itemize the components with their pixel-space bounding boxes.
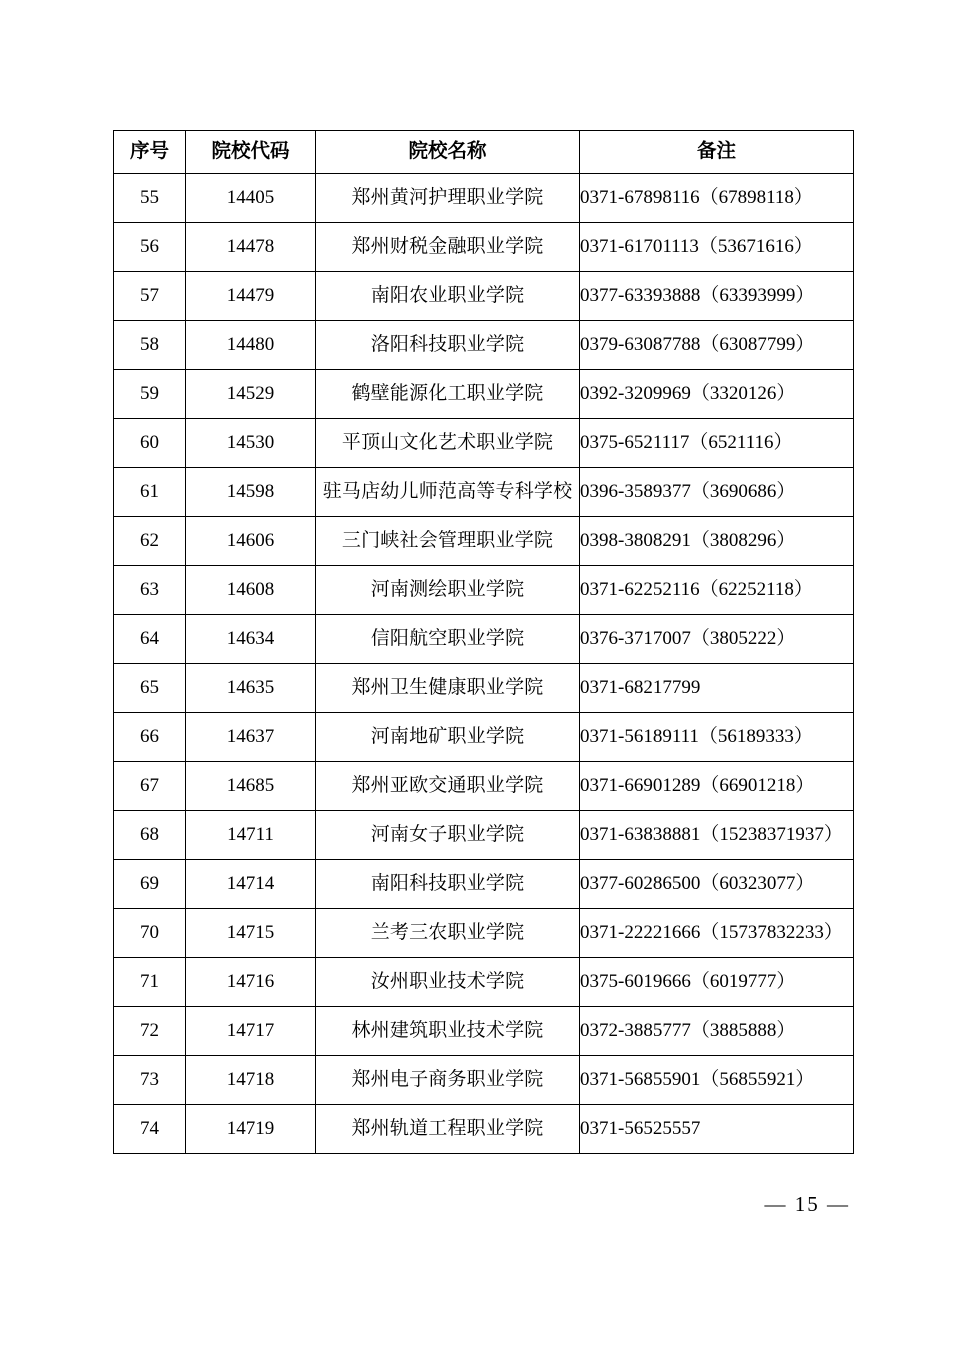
cell-index: 65 — [114, 664, 186, 713]
cell-name: 汝州职业技术学院 — [316, 958, 580, 1007]
cell-note: 0392-3209969（3320126） — [580, 370, 854, 419]
cell-name: 鹤壁能源化工职业学院 — [316, 370, 580, 419]
table-row — [114, 223, 854, 272]
cell-name: 南阳农业职业学院 — [316, 272, 580, 321]
cell-index: 74 — [114, 1105, 186, 1154]
table-row — [114, 615, 854, 664]
cell-name: 郑州轨道工程职业学院 — [316, 1105, 580, 1154]
cell-index: 69 — [114, 860, 186, 909]
cell-code: 14685 — [186, 762, 316, 811]
cell-code: 14529 — [186, 370, 316, 419]
table-row — [114, 713, 854, 762]
cell-name: 南阳科技职业学院 — [316, 860, 580, 909]
cell-note: 0371-67898116（67898118） — [580, 174, 854, 223]
cell-note: 0371-56855901（56855921） — [580, 1056, 854, 1105]
table-row — [114, 174, 854, 223]
column-header-index: 序号 — [114, 131, 186, 174]
cell-index: 58 — [114, 321, 186, 370]
table-row — [114, 1007, 854, 1056]
cell-index: 71 — [114, 958, 186, 1007]
cell-name: 郑州电子商务职业学院 — [316, 1056, 580, 1105]
cell-code: 14598 — [186, 468, 316, 517]
cell-note: 0372-3885777（3885888） — [580, 1007, 854, 1056]
cell-name: 驻马店幼儿师范高等专科学校 — [316, 468, 580, 517]
cell-note: 0396-3589377（3690686） — [580, 468, 854, 517]
table-row — [114, 762, 854, 811]
cell-name: 兰考三农职业学院 — [316, 909, 580, 958]
cell-note: 0376-3717007（3805222） — [580, 615, 854, 664]
cell-note: 0371-63838881（15238371937） — [580, 811, 854, 860]
cell-name: 郑州亚欧交通职业学院 — [316, 762, 580, 811]
cell-note: 0371-62252116（62252118） — [580, 566, 854, 615]
cell-note: 0371-56525557 — [580, 1105, 854, 1154]
cell-note: 0371-68217799 — [580, 664, 854, 713]
page-number: — 15 — — [764, 1192, 850, 1216]
cell-index: 67 — [114, 762, 186, 811]
cell-code: 14608 — [186, 566, 316, 615]
cell-name: 三门峡社会管理职业学院 — [316, 517, 580, 566]
cell-index: 70 — [114, 909, 186, 958]
cell-index: 55 — [114, 174, 186, 223]
table-row — [114, 370, 854, 419]
table-row — [114, 321, 854, 370]
column-header-code: 院校代码 — [186, 131, 316, 174]
cell-name: 河南女子职业学院 — [316, 811, 580, 860]
cell-note: 0371-61701113（53671616） — [580, 223, 854, 272]
table-row — [114, 1105, 854, 1154]
cell-code: 14635 — [186, 664, 316, 713]
cell-name: 郑州黄河护理职业学院 — [316, 174, 580, 223]
cell-name: 郑州财税金融职业学院 — [316, 223, 580, 272]
cell-note: 0371-56189111（56189333） — [580, 713, 854, 762]
cell-index: 63 — [114, 566, 186, 615]
cell-code: 14714 — [186, 860, 316, 909]
cell-note: 0379-63087788（63087799） — [580, 321, 854, 370]
cell-code: 14717 — [186, 1007, 316, 1056]
school-list-table — [113, 130, 854, 1154]
table-row — [114, 517, 854, 566]
table-row — [114, 958, 854, 1007]
cell-name: 平顶山文化艺术职业学院 — [316, 419, 580, 468]
cell-code: 14634 — [186, 615, 316, 664]
cell-index: 72 — [114, 1007, 186, 1056]
cell-index: 57 — [114, 272, 186, 321]
cell-code: 14530 — [186, 419, 316, 468]
table-header-row — [114, 131, 854, 174]
cell-name: 洛阳科技职业学院 — [316, 321, 580, 370]
cell-index: 62 — [114, 517, 186, 566]
table-row — [114, 664, 854, 713]
table-row — [114, 1056, 854, 1105]
cell-note: 0371-66901289（66901218） — [580, 762, 854, 811]
cell-code: 14405 — [186, 174, 316, 223]
cell-index: 56 — [114, 223, 186, 272]
cell-code: 14711 — [186, 811, 316, 860]
table-row — [114, 419, 854, 468]
cell-code: 14716 — [186, 958, 316, 1007]
cell-name: 郑州卫生健康职业学院 — [316, 664, 580, 713]
cell-note: 0375-6521117（6521116） — [580, 419, 854, 468]
cell-index: 64 — [114, 615, 186, 664]
cell-index: 59 — [114, 370, 186, 419]
school-table-container — [113, 130, 853, 1154]
cell-name: 河南地矿职业学院 — [316, 713, 580, 762]
table-row — [114, 272, 854, 321]
cell-note: 0377-63393888（63393999） — [580, 272, 854, 321]
cell-note: 0371-22221666（15737832233） — [580, 909, 854, 958]
cell-code: 14479 — [186, 272, 316, 321]
cell-note: 0377-60286500（60323077） — [580, 860, 854, 909]
cell-code: 14480 — [186, 321, 316, 370]
cell-index: 66 — [114, 713, 186, 762]
cell-code: 14478 — [186, 223, 316, 272]
table-row — [114, 860, 854, 909]
cell-name: 信阳航空职业学院 — [316, 615, 580, 664]
cell-index: 73 — [114, 1056, 186, 1105]
cell-code: 14606 — [186, 517, 316, 566]
cell-name: 河南测绘职业学院 — [316, 566, 580, 615]
cell-name: 林州建筑职业技术学院 — [316, 1007, 580, 1056]
column-header-name: 院校名称 — [316, 131, 580, 174]
cell-index: 60 — [114, 419, 186, 468]
table-body — [114, 174, 854, 1154]
cell-code: 14719 — [186, 1105, 316, 1154]
cell-code: 14718 — [186, 1056, 316, 1105]
table-row — [114, 811, 854, 860]
table-row — [114, 468, 854, 517]
cell-index: 61 — [114, 468, 186, 517]
cell-index: 68 — [114, 811, 186, 860]
table-row — [114, 566, 854, 615]
cell-note: 0375-6019666（6019777） — [580, 958, 854, 1007]
cell-note: 0398-3808291（3808296） — [580, 517, 854, 566]
cell-code: 14715 — [186, 909, 316, 958]
column-header-note: 备注 — [580, 131, 854, 174]
table-row — [114, 909, 854, 958]
cell-code: 14637 — [186, 713, 316, 762]
